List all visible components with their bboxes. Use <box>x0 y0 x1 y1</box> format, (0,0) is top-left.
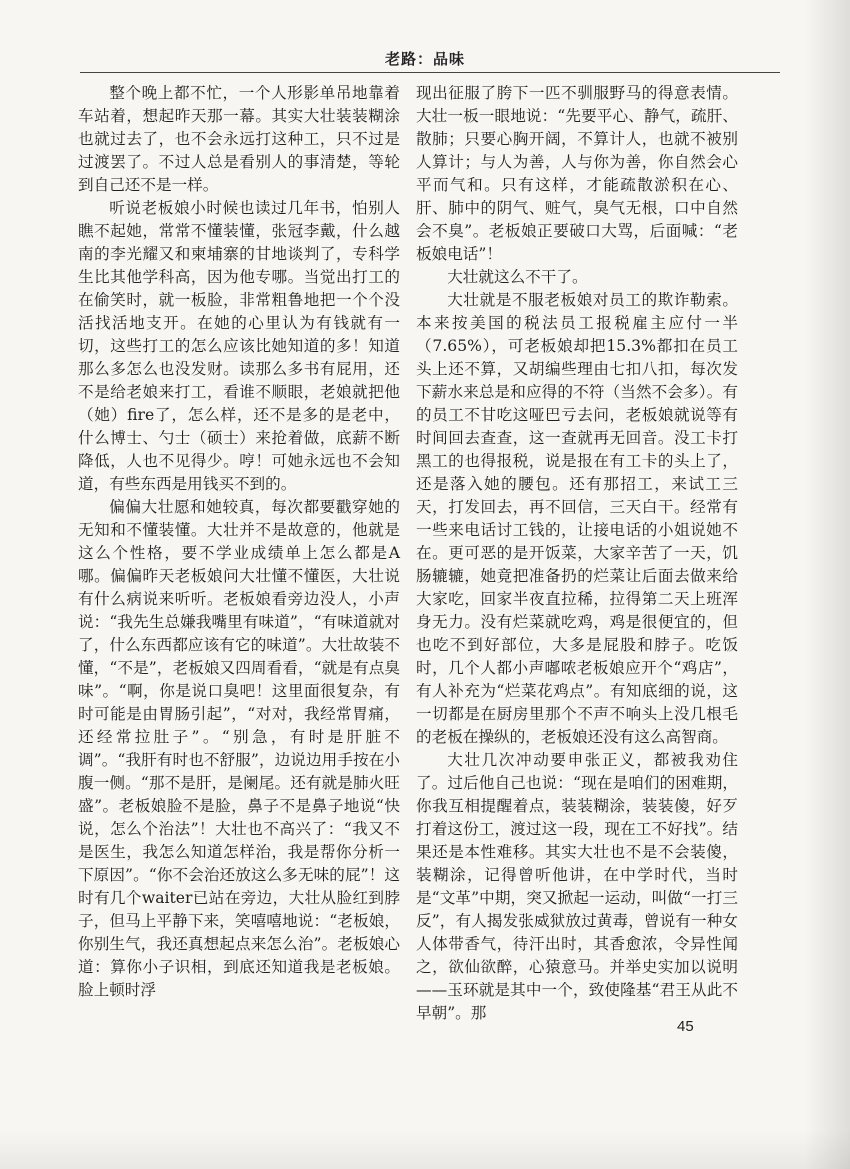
running-header: 老路：品味 <box>384 50 465 68</box>
header-rule <box>80 72 780 73</box>
scan-bottom-shadow <box>0 1129 850 1169</box>
paragraph: 大壮就这么不干了。 <box>447 268 588 286</box>
paragraph-continued: 现出征服了胯下一匹不驯服野马的得意表情。大壮一板一眼地说：“先要平心、静气，疏肝、散肺；只要心胸开阔，不算计人，也就不被别人算计；与人为善，人与你为善，你自然会心平而气和。只有这样，才能疏散淤积在心、肝、肺中的阴气、赃气，臭气无根，口中自然会不臭”。老板娘正要破口大骂，后面喊：“老板娘电话”！ <box>416 84 738 263</box>
paragraph: 偏偏大壮愿和她较真，每次都要戳穿她的无知和不懂装懂。大壮并不是故意的，他就是这么个性格，要不学业成绩单上怎么都是A哪。偏偏昨天老板娘问大壮懂不懂医，大壮说有什么病说来听听。老板娘看旁边没人，小声说：“我先生总嫌我嘴里有味道”，“有味道就对了，什么东西都应该有它的味道”。大壮故装不懂，“不是”，老板娘又四周看看，“就是有点臭味”。“啊，你是说口臭吧！这里面很复杂，有时可能是由胃肠引起”，“对对，我经常胃痛，还经常拉肚子”。“别急，有时是肝脏不调”。“我肝有时也不舒服”，边说边用手按在小腹一侧。“那不是肝，是阑尾。还有就是肺火旺盛”。老板娘脸不是脸，鼻子不是鼻子地说“快说，怎么个治法”！大壮也不高兴了：“我又不是医生，我怎么知道怎样治，我是帮你分析一下原因”。“你不会治还放这么多无味的屁”！这时有几个waiter已站在旁边，大壮从脸红到脖子，但马上平静下来，笑嘻嘻地说：“老板娘，你别生气，我还真想起点来怎么治”。老板娘心道：算你小子识相，到底还知道我是老板娘。脸上顿时浮 <box>78 498 400 999</box>
right-column <box>416 82 738 1025</box>
paragraph: 大壮几次冲动要申张正义，都被我劝住了。过后他自己也说：“现在是咱们的困难期，你我互相提醒着点，装装糊涂，装装傻，好歹打着这份工，渡过这一段，现在工不好找”。结果还是本性难移。其实大壮也不是不会装傻，装糊涂，记得曾听他讲，在中学时代，当时是“文革”中期，突又掀起一运动，叫做“一打三反”，有人揭发张威狱放过黄毒，曾说有一种女人体带香气，待汗出时，其香愈浓，令异性闻之，欲仙欲醉，心猿意马。并举史实加以说明——玉环就是其中一个，致使隆基“君王从此不早朝”。那 <box>416 751 738 1022</box>
page-number: 45 <box>677 1018 694 1035</box>
left-column <box>78 82 400 1002</box>
scan-edge-shadow <box>804 0 850 1169</box>
paragraph: 听说老板娘小时候也读过几年书，怕别人瞧不起她，常常不懂装懂，张冠李戴，什么越南的李光耀又和柬埔寨的甘地谈判了，专科学生比其他学科高，因为他专哪。当觉出打工的在偷笑时，就一板脸，非常粗鲁地把一个个没活找活地支开。在她的心里认为有钱就有一切，这些打工的怎么应该比她知道的多！知道那么多怎么也没发财。读那么多书有屁用，还不是给老娘来打工，看谁不顺眼，老娘就把他（她）fire了，怎么样，还不是多的是老中，什么博士、勺士（硕士）来抢着做，底薪不断降低，人也不见得少。哼！可她永远也不会知道，有些东西是用钱买不到的。 <box>78 199 400 493</box>
paragraph: 大壮就是不服老板娘对员工的欺诈勒索。本来按美国的税法员工报税雇主应付一半（7.65%），可老板娘却把15.3%都扣在员工头上还不算，又胡编些理由七扣八扣，每次发下薪水来总是和应得的不符（当然不会多）。有的员工不甘吃这哑巴亏去问，老板娘就说等有时间回去查查，这一查就再无回音。没工卡打黑工的也得报税，说是报在有工卡的头上了，还是落入她的腰包。还有那招工，来试工三天，打发回去，再不回信，三天白干。经常有一些来电话讨工钱的，让接电话的小姐说她不在。更可恶的是开饭菜，大家辛苦了一天，饥肠辘辘，她竟把准备扔的烂菜让后面去做来给大家吃，回家半夜直拉稀，拉得第二天上班浑身无力。没有烂菜就吃鸡，鸡是很便宜的，但也吃不到好部位，大多是屁股和脖子。吃饭时，几个人都小声嘟哝老板娘应开个“鸡店”，有人补充为“烂菜花鸡点”。有知底细的说，这一切都是在厨房里那个不声不响头上没几根毛的老板在操纵的，老板娘还没有这么高智商。 <box>416 291 738 746</box>
paragraph: 整个晚上都不忙，一个人形影单吊地靠着车站着，想起昨天那一幕。其实大壮装装糊涂也就过去了，也不会永远打这种工，只不过是过渡罢了。不过人总是看别人的事清楚，等轮到自己还不是一样。 <box>78 84 400 194</box>
